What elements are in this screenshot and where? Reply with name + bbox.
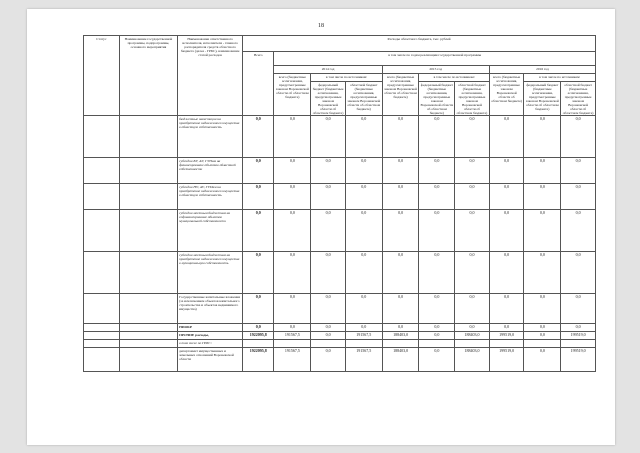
cell-2015-total: 0,0 xyxy=(382,294,419,324)
header-total: Всего xyxy=(243,52,274,116)
cell-2015-regional: 0,0 xyxy=(455,324,490,332)
header-2015-federal: федеральный бюджет (бюджетные ассигнования, предусмотренные законом Воронежской области об областном бюджете) xyxy=(420,82,454,115)
cell-2015-total: 0,0 xyxy=(382,116,419,158)
cell-2015-federal: 0,0 xyxy=(419,210,455,252)
cell-2014-regional: 0,0 xyxy=(345,324,382,332)
cell-2015-regional: 188403,0 xyxy=(455,332,490,340)
header-executor: Наименование ответственного исполнителя, исполнителя - главного распорядителя средств областного бюджета (далее - ГРБС), наименование статей расходов xyxy=(178,36,243,116)
cell-2014-regional: 0,0 xyxy=(345,294,382,324)
cell-total: 1922095,8 xyxy=(243,332,274,340)
cell-2015-federal: 0,0 xyxy=(419,332,455,340)
cell-2015-regional: 0,0 xyxy=(455,116,490,158)
cell-2014-federal: 0,0 xyxy=(311,332,346,340)
cell-2016-regional: 0,0 xyxy=(561,294,596,324)
table-row xyxy=(84,348,596,372)
cell-2016-regional: 0,0 xyxy=(561,184,596,210)
cell-2016-regional: 199519,0 xyxy=(561,332,596,340)
header-year-2014: 2014 год xyxy=(274,66,382,74)
cell-2016-total: 199519,0 xyxy=(489,348,524,372)
row-label: в том числе по ГРБС: xyxy=(178,340,243,348)
header-2014-federal: федеральный бюджет (бюджетные ассигнования, предусмотренные законом Воронежской области об областном бюджете) xyxy=(312,82,344,115)
cell-2014-total: 0,0 xyxy=(274,294,311,324)
cell-total: 0,0 xyxy=(243,158,274,184)
row-label: субсидии БУ, АУ, ГУПам на финансирование объектов областной собственности xyxy=(178,158,243,184)
cell-2014-federal: 0,0 xyxy=(311,252,346,294)
cell-2014-total: 0,0 xyxy=(274,116,311,158)
cell-2016-regional: 0,0 xyxy=(561,116,596,158)
header-2015-sources: в том числе по источникам: xyxy=(419,74,489,82)
cell-total: 0,0 xyxy=(243,116,274,158)
cell-2015-federal: 0,0 xyxy=(419,158,455,184)
cell-2015-federal xyxy=(419,340,455,348)
cell-2014-federal: 0,0 xyxy=(311,158,346,184)
cell-2016-regional: 199519,0 xyxy=(561,348,596,372)
cell-total: 0,0 xyxy=(243,252,274,294)
header-by-year: в том числе по годам реализации государственной программы xyxy=(274,52,596,66)
cell-2015-total: 0,0 xyxy=(382,252,419,294)
cell-2014-federal: 0,0 xyxy=(311,348,346,372)
row-label: Государственные капитальные вложения (за исключением объектов капитального строительства и объектов недвижимого имущества) xyxy=(178,294,243,324)
cell-2015-regional: 0,0 xyxy=(455,252,490,294)
cell-2016-federal: 0,0 xyxy=(524,210,561,252)
table-row xyxy=(84,210,596,252)
header-2016-federal: федеральный бюджет (бюджетные ассигнования, предусмотренные законом Воронежской области об областном бюджете) xyxy=(524,82,561,116)
cell-2014-total: 0,0 xyxy=(274,158,311,184)
cell-2015-regional: 0,0 xyxy=(455,210,490,252)
cell-2015-regional: 0,0 xyxy=(455,184,490,210)
cell-2016-federal: 0,0 xyxy=(524,116,561,158)
cell-2016-total: 0,0 xyxy=(489,324,524,332)
header-2014-regional: областной бюджет (бюджетные ассигнования, предусмотренные законом Воронежской области об областном бюджете) xyxy=(345,82,382,116)
table-row xyxy=(84,332,596,340)
header-2015-total: всего (бюджетные ассигнования, предусмотренные законом Воронежской области об областном бюджете) xyxy=(382,74,419,116)
cell-2014-federal: 0,0 xyxy=(311,210,346,252)
cell-2014-regional: 0,0 xyxy=(345,184,382,210)
table-row xyxy=(84,252,596,294)
cell-2016-federal: 0,0 xyxy=(524,158,561,184)
cell-2016-total: 0,0 xyxy=(489,210,524,252)
cell-2016-total: 0,0 xyxy=(489,184,524,210)
row-label: субсидии НУ, АУ, ГУПам на приобретение недвижимого имущества в областную собственность xyxy=(178,184,243,210)
cell-2014-total: 191567,5 xyxy=(274,348,311,372)
cell-2014-regional: 191567,5 xyxy=(345,332,382,340)
cell-2015-total: 0,0 xyxy=(382,324,419,332)
cell-2014-regional: 0,0 xyxy=(345,116,382,158)
cell-2016-federal: 0,0 xyxy=(524,348,561,372)
cell-2014-total: 0,0 xyxy=(274,324,311,332)
cell-total: 0,0 xyxy=(243,210,274,252)
cell-2014-regional: 191567,5 xyxy=(345,348,382,372)
table-row xyxy=(84,116,596,158)
cell-2015-total xyxy=(382,340,419,348)
table-row xyxy=(84,158,596,184)
cell-2016-total: 0,0 xyxy=(489,294,524,324)
header-2016-total: всего (бюджетные ассигнования, предусмотренные законом Воронежской области об областном бюджете) xyxy=(489,74,524,116)
row-label: ПРОЧИЕ расходы, xyxy=(178,332,243,340)
cell-2016-regional: 0,0 xyxy=(561,210,596,252)
header-year-2015: 2015 год xyxy=(382,66,489,74)
cell-2014-regional: 0,0 xyxy=(345,158,382,184)
cell-2016-federal: 0,0 xyxy=(524,332,561,340)
cell-2014-regional xyxy=(345,340,382,348)
cell-2015-total: 188403,0 xyxy=(382,332,419,340)
cell-2016-regional: 0,0 xyxy=(561,252,596,294)
cell-2015-federal: 0,0 xyxy=(419,348,455,372)
cell-2016-total: 199519,0 xyxy=(489,332,524,340)
cell-2015-regional: 188403,0 xyxy=(455,348,490,372)
cell-total xyxy=(243,340,274,348)
cell-total: 1922095,8 xyxy=(243,348,274,372)
cell-2014-federal: 0,0 xyxy=(311,294,346,324)
cell-2016-federal: 0,0 xyxy=(524,252,561,294)
header-expenses: Расходы областного бюджета, тыс. рублей xyxy=(243,36,596,52)
cell-2015-regional: 0,0 xyxy=(455,294,490,324)
cell-2016-regional: 0,0 xyxy=(561,324,596,332)
table-row xyxy=(84,184,596,210)
cell-2016-federal: 0,0 xyxy=(524,294,561,324)
cell-2016-federal: 0,0 xyxy=(524,184,561,210)
row-label: НИОКР xyxy=(178,324,243,332)
row-label: департамент имущественных и земельных отношений Воронежской области xyxy=(178,348,243,372)
cell-2016-federal: 0,0 xyxy=(524,324,561,332)
header-2016-regional: областной бюджет (бюджетные ассигнования, предусмотренные законом Воронежской области об областном бюджете) xyxy=(561,82,596,116)
table-row xyxy=(84,324,596,332)
cell-2016-total: 0,0 xyxy=(489,252,524,294)
cell-2015-federal: 0,0 xyxy=(419,116,455,158)
header-program-name: Наименование государственной программы, подпрограммы, основного мероприятия xyxy=(119,36,177,116)
cell-2016-total: 0,0 xyxy=(489,116,524,158)
cell-2014-federal: 0,0 xyxy=(311,184,346,210)
cell-total: 0,0 xyxy=(243,324,274,332)
header-2016-sources: в том числе по источникам: xyxy=(524,74,596,82)
header-2014-total: всего (бюджетные ассигнования, предусмотренные законом Воронежской области об областном бюджете) xyxy=(274,74,311,116)
cell-2014-total: 0,0 xyxy=(274,252,311,294)
cell-2014-federal: 0,0 xyxy=(311,116,346,158)
header-2014-sources: в том числе по источникам: xyxy=(311,74,382,82)
cell-2014-total: 191567,5 xyxy=(274,332,311,340)
page-number: 18 xyxy=(318,23,324,29)
cell-2014-federal xyxy=(311,340,346,348)
cell-2014-total: 0,0 xyxy=(274,184,311,210)
document-page xyxy=(27,9,615,445)
cell-2015-regional: 0,0 xyxy=(455,158,490,184)
table-row xyxy=(84,294,596,324)
cell-2016-regional xyxy=(561,340,596,348)
header-2015-regional: областной бюджет (бюджетные ассигнования, предусмотренные законом Воронежской области об областном бюджете) xyxy=(456,82,488,115)
cell-total: 0,0 xyxy=(243,294,274,324)
cell-2016-regional: 0,0 xyxy=(561,158,596,184)
cell-2015-federal: 0,0 xyxy=(419,324,455,332)
cell-2015-total: 0,0 xyxy=(382,210,419,252)
table-row xyxy=(84,340,596,348)
header-status: Статус xyxy=(84,36,120,116)
cell-2014-total: 0,0 xyxy=(274,210,311,252)
cell-2014-regional: 0,0 xyxy=(345,210,382,252)
cell-2015-regional xyxy=(455,340,490,348)
cell-2015-total: 0,0 xyxy=(382,158,419,184)
row-label: бюджетные инвестиции на приобретение недвижимого имущества в областную собственность xyxy=(178,116,243,158)
cell-2015-total: 188403,0 xyxy=(382,348,419,372)
cell-2014-regional: 0,0 xyxy=(345,252,382,294)
cell-2016-total: 0,0 xyxy=(489,158,524,184)
row-label: субсидии местным бюджетам на приобретение недвижимого имущества в муниципальную собственность xyxy=(178,252,243,294)
cell-2016-federal xyxy=(524,340,561,348)
cell-2015-federal: 0,0 xyxy=(419,184,455,210)
row-label: субсидии местным бюджетам на софинансирование объектов муниципальной собственности xyxy=(178,210,243,252)
cell-2014-total xyxy=(274,340,311,348)
cell-2015-federal: 0,0 xyxy=(419,294,455,324)
cell-2016-total xyxy=(489,340,524,348)
header-year-2016: 2016 год xyxy=(489,66,595,74)
cell-2015-federal: 0,0 xyxy=(419,252,455,294)
cell-total: 0,0 xyxy=(243,184,274,210)
cell-2015-total: 0,0 xyxy=(382,184,419,210)
budget-table xyxy=(83,35,596,372)
cell-2014-federal: 0,0 xyxy=(311,324,346,332)
